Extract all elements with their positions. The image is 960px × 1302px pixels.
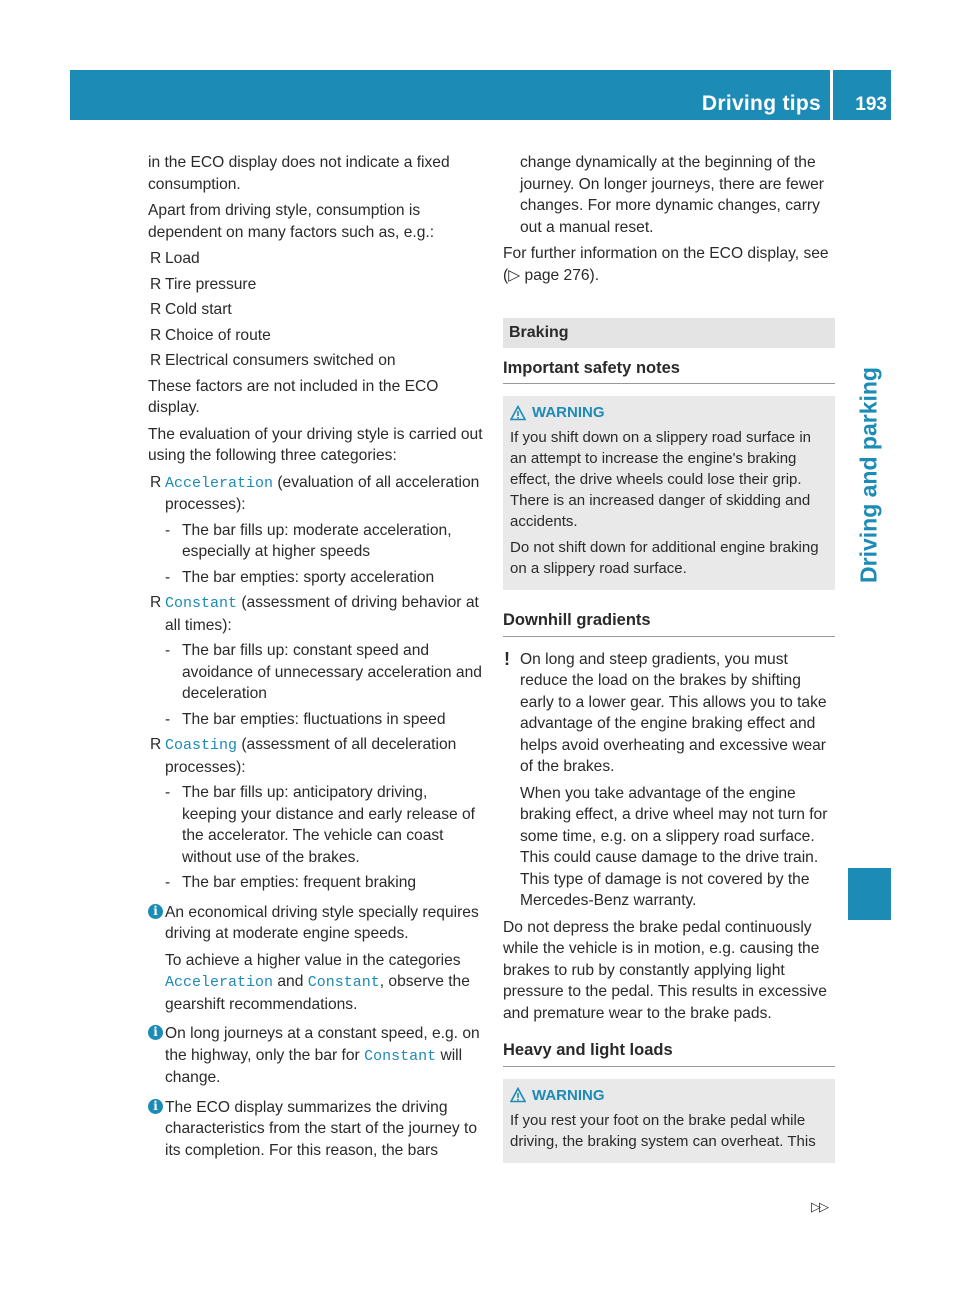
notice-note: ! On long and steep gradients, you must reduce the load on the brakes by shifting early to a lower gear. This allows you to take advantage of the engine braking effect and helps avoid overheating and excessive wear of the brakes. When you take advantage of the engine braking effect, a drive wheel may not turn for some time, e.g. on a slippery road surface. This could cause damage to the drive train. This type of damage is not covered by the Mercedes-Benz warranty. (504, 648, 828, 909)
cross-reference: For further information on the ECO display, see (▷ page 276). (503, 245, 829, 284)
notice-icon: ! (504, 648, 510, 669)
info-note: i An economical driving style specially requires driving at moderate engine speeds. To achieve a higher value in the categories Acceleration and Constant, observe the gearshift recommendations. (148, 902, 484, 1016)
info-note: i On long journeys at a constant speed, e.g. on the highway, only the bar for Constant will change. (148, 1023, 484, 1089)
list-item: R Tire pressure (150, 275, 257, 293)
list-item: R Choice of route (150, 326, 271, 344)
warning-triangle-icon (510, 1087, 526, 1103)
info-note: i The ECO display summarizes the driving characteristics from the start of the journey to its completion. For this reason, the bars (148, 1097, 484, 1162)
subsection-title: Important safety notes (503, 358, 835, 385)
paragraph: These factors are not included in the ECO display. (148, 377, 439, 416)
page-number: 193 (855, 94, 887, 115)
warning-text: If you shift down on a slippery road surface in an attempt to increase the engine's braking effect, the drive wheels could lose their grip. There is an increased danger of skidding and accidents. (510, 429, 811, 530)
warning-triangle-icon (510, 405, 526, 421)
side-tab-block (848, 868, 891, 920)
warning-title: WARNING (532, 1086, 605, 1104)
category-acceleration: R Acceleration (evaluation of all acceleration processes): (150, 473, 480, 513)
left-column (148, 152, 484, 1166)
paragraph: change dynamically at the beginning of the journey. On longer journeys, there are fewer changes. For more dynamic changes, carry out a manual reset. (520, 154, 824, 236)
list-item: - The bar fills up: constant speed and avoidance of unnecessary acceleration and deceleration (165, 642, 482, 702)
right-column (503, 152, 835, 1183)
list-item: - The bar empties: frequent braking (165, 874, 417, 891)
warning-text: Do not shift down for additional engine braking on a slippery road surface. (510, 539, 819, 577)
page-header (70, 70, 891, 120)
list-item: R Load (150, 250, 200, 267)
paragraph: The evaluation of your driving style is carried out using the following three categories: (148, 425, 483, 464)
warning-text: If you rest your foot on the brake pedal while driving, the braking system can overheat. This (510, 1111, 816, 1150)
paragraph: Apart from driving style, consumption is dependent on many factors such as, e.g.: (148, 202, 435, 241)
subsection-title: Heavy and light loads (503, 1040, 835, 1067)
paragraph: in the ECO display does not indicate a fixed consumption. (148, 154, 450, 193)
section-title-braking: Braking (503, 318, 835, 348)
header-title: Driving tips (701, 92, 821, 115)
warning-box (503, 1079, 835, 1163)
category-constant: R Constant (assessment of driving behavior at all times): (150, 594, 479, 634)
list-item: R Electrical consumers switched on (150, 352, 396, 369)
side-tab-label: Driving and parking (855, 367, 882, 583)
list-item: - The bar fills up: moderate acceleration, especially at higher speeds (165, 521, 452, 560)
warning-title: WARNING (532, 404, 605, 421)
warning-box (503, 396, 835, 590)
subsection-title: Downhill gradients (503, 610, 835, 637)
header-separator (830, 70, 833, 120)
list-item: - The bar fills up: anticipatory driving, keeping your distance and early release of the accelerator. The vehicle can coast without use of the brakes. (165, 784, 475, 866)
list-item: R Cold start (150, 301, 232, 318)
list-item: - The bar empties: fluctuations in speed (165, 710, 446, 728)
info-icon: i (148, 1099, 163, 1114)
continue-arrows-icon: ▷▷ (811, 1199, 827, 1214)
info-icon: i (148, 1025, 163, 1040)
category-coasting: R Coasting (assessment of all deceleration processes): (150, 736, 457, 776)
paragraph: Do not depress the brake pedal continuously while the vehicle is in motion, e.g. causing the brakes to rub by constantly applying light pressure to the pedal. This results in excessive and premature wear to the brake pads. (503, 918, 827, 1022)
list-item: - The bar empties: sporty acceleration (165, 568, 435, 586)
info-icon: i (148, 904, 163, 919)
